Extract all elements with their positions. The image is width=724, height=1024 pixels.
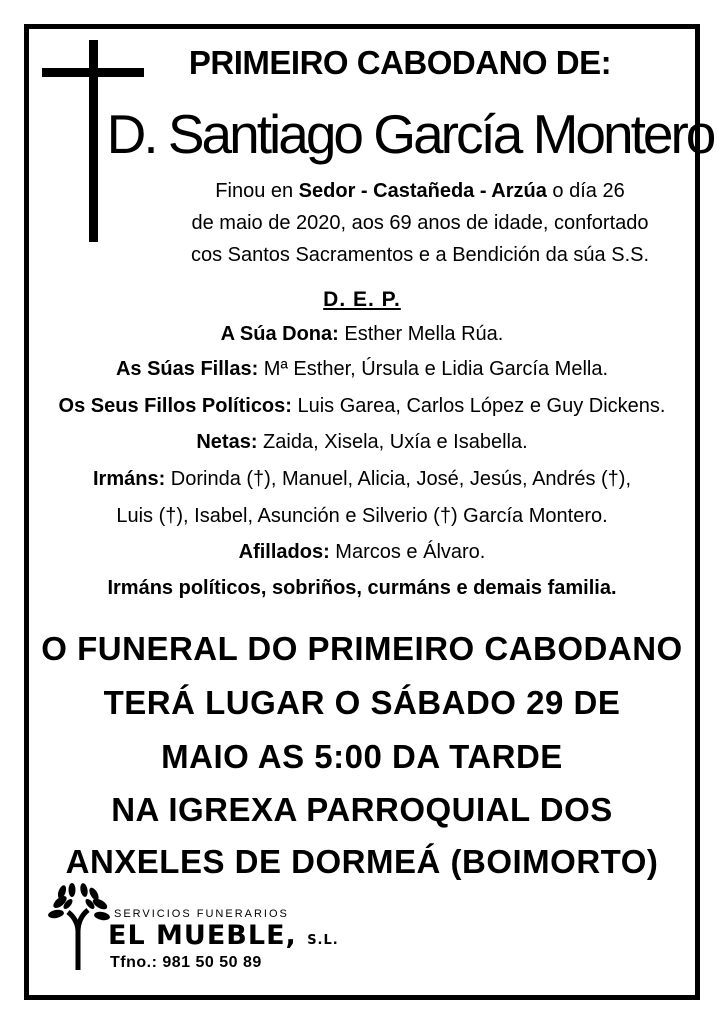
relative-names: Mª Esther, Úrsula e Lidia García Mella. (258, 358, 609, 380)
relative-line (0, 537, 724, 567)
relative-label: As Súas Fillas: (115, 358, 259, 380)
funeral-line: O FUNERAL DO PRIMEIRO CABODANO (41, 630, 683, 667)
relative-label: Afillados: (238, 541, 330, 563)
dep-heading: D. E. P. (323, 288, 401, 311)
relative-line (0, 427, 724, 457)
logo-tagline: SERVICIOS FUNERARIOS (114, 908, 289, 920)
relative-names: Luis (†), Isabel, Asunción e Silverio (†) García Montero. (116, 505, 608, 527)
relative-names: Marcos e Álvaro. (329, 541, 486, 563)
relative-line (0, 573, 724, 603)
relative-line (0, 391, 724, 421)
relative-line (0, 464, 724, 494)
relative-names: Esther Mella Rúa. (338, 323, 504, 345)
company-suffix: S.L. (307, 933, 339, 948)
notice-subtitle: PRIMEIRO CABODANO DE: (188, 44, 612, 81)
intro-line-3: cos Santos Sacramentos e a Bendición da súa S.S. (190, 244, 650, 266)
company-name (108, 920, 339, 951)
relative-label: Irmáns políticos, sobriños, curmáns e demais familia. (107, 577, 617, 599)
relative-names: Dorinda (†), Manuel, Alicia, José, Jesús, Andrés (†), (165, 468, 631, 490)
relative-label: Os Seus Fillos Políticos: (58, 395, 292, 417)
funeral-home-logo (48, 882, 348, 982)
intro-place: Sedor - Castañeda - Arzúa (298, 180, 547, 202)
relative-names: Zaida, Xisela, Uxía e Isabella. (257, 431, 528, 453)
relative-label: Irmáns: (92, 468, 166, 490)
relative-line (0, 319, 724, 349)
deceased-name: D. Santiago García Montero (106, 103, 714, 165)
intro-line-2: de maio de 2020, aos 69 anos de idade, confortado (191, 212, 649, 234)
funeral-line: ANXELES DE DORMEÁ (BOIMORTO) (65, 843, 659, 880)
relative-label: Netas: (196, 431, 258, 453)
funeral-line: MAIO AS 5:00 DA TARDE (161, 738, 563, 775)
relative-line (0, 354, 724, 384)
funeral-line: TERÁ LUGAR O SÁBADO 29 DE (103, 684, 621, 721)
relative-names: Luis Garea, Carlos López e Guy Dickens. (291, 395, 666, 417)
relative-line (0, 501, 724, 531)
phone-number: Tfno.: 981 50 50 89 (110, 954, 262, 971)
company-name-text: EL MUEBLE, (108, 920, 297, 951)
intro-text: Finou en (215, 180, 299, 202)
intro-line-1 (120, 175, 720, 207)
funeral-line: NA IGREXA PARROQUIAL DOS (111, 791, 613, 828)
relative-label: A Súa Dona: (220, 323, 339, 345)
intro-date: o día 26 (546, 180, 625, 202)
